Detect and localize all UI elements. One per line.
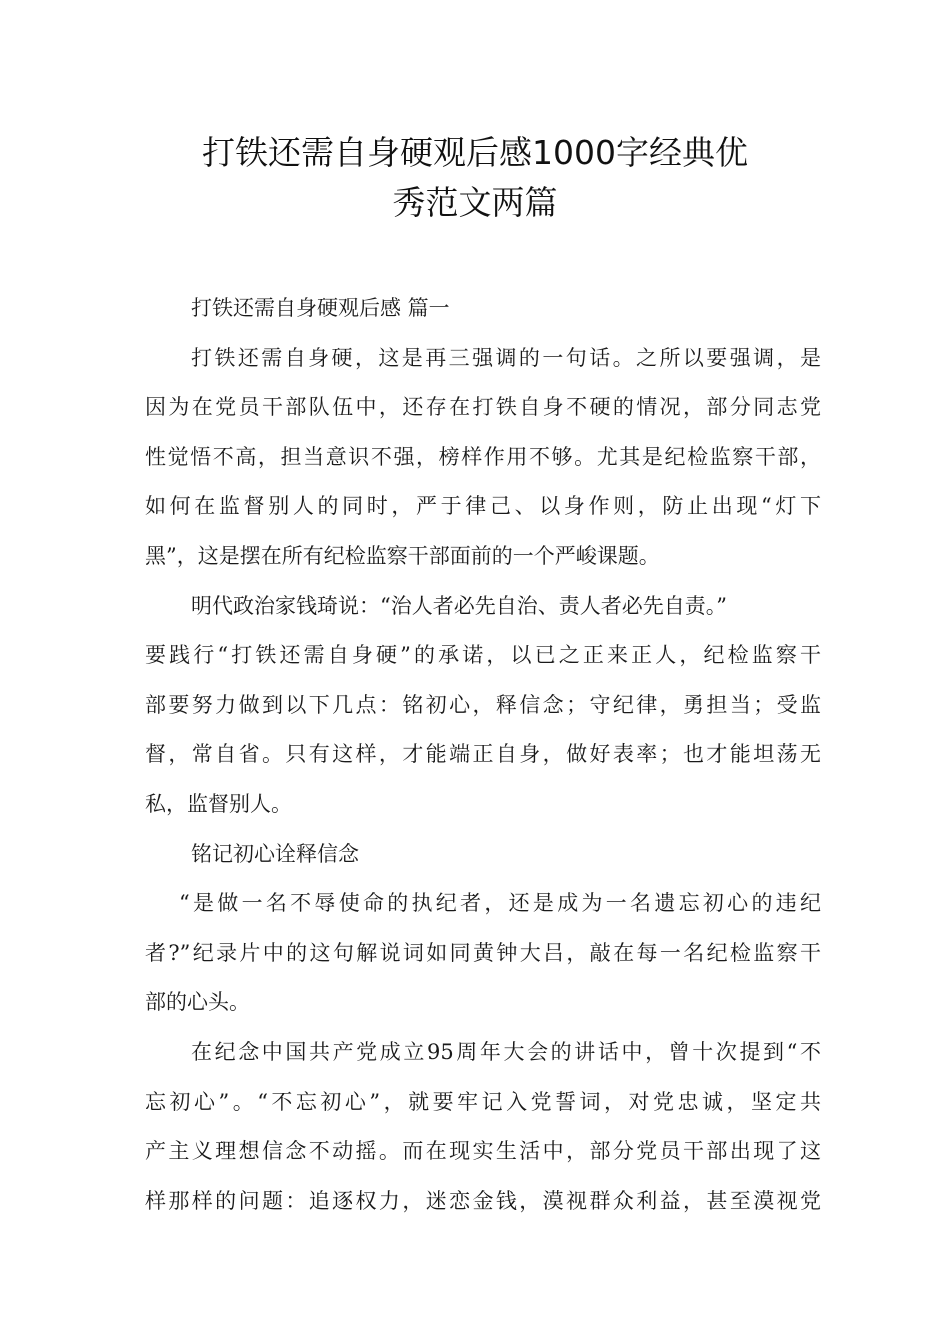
paragraph-line: 者?”纪录片中的这句解说词如同黄钟大吕，敲在每一名纪检监察干 bbox=[145, 940, 821, 965]
paragraph-line: 明代政治家钱琦说：“治人者必先自治、责人者必先自责。” bbox=[191, 593, 727, 618]
paragraph-line: 性觉悟不高，担当意识不强，榜样作用不够。尤其是纪检监察干部， bbox=[145, 444, 821, 469]
paragraph bbox=[145, 879, 821, 1028]
paragraph bbox=[145, 1028, 821, 1226]
paragraph-line: 黑”，这是摆在所有纪检监察干部面前的一个严峻课题。 bbox=[145, 543, 660, 568]
paragraph-line: 如何在监督别人的同时，严于律己、以身作则，防止出现“灯下 bbox=[145, 494, 821, 519]
paragraph-line: 督，常自省。只有这样，才能端正自身，做好表率；也才能坦荡无 bbox=[145, 742, 821, 767]
paragraph-line: 部的心头。 bbox=[145, 990, 250, 1015]
section-heading: 铭记初心诠释信念 bbox=[191, 841, 359, 866]
paragraph-line: 产主义理想信念不动摇。而在现实生活中，部分党员干部出现了这 bbox=[145, 1139, 821, 1164]
paragraph-line: 部要努力做到以下几点：铭初心，释信念；守纪律，勇担当；受监 bbox=[145, 692, 821, 717]
paragraph-line: 因为在党员干部队伍中，还存在打铁自身不硬的情况，部分同志党 bbox=[145, 395, 821, 420]
paragraph-line: 忘初心”。“不忘初心”，就要牢记入党誓词，对党忠诚，坚定共 bbox=[145, 1089, 821, 1114]
paragraph bbox=[145, 582, 821, 830]
paragraph-line: 在纪念中国共产党成立95周年大会的讲话中，曾十次提到“不 bbox=[191, 1039, 821, 1064]
section-heading: 打铁还需自身硬观后感 篇一 bbox=[191, 296, 450, 320]
paragraph-line: 打铁还需自身硬，这是再三强调的一句话。之所以要强调，是 bbox=[191, 345, 821, 370]
paragraph-line: 样那样的问题：追逐权力，迷恋金钱，漠视群众利益，甚至漠视党 bbox=[145, 1188, 821, 1213]
title-line: 秀范文两篇 bbox=[392, 182, 558, 222]
paragraph-line: 要践行“打铁还需自身硬”的承诺，以已之正来正人，纪检监察干 bbox=[145, 643, 821, 668]
title-line: 打铁还需自身硬观后感1000字经典优 bbox=[202, 133, 748, 172]
document-title bbox=[120, 128, 830, 227]
paragraph bbox=[145, 334, 821, 582]
paragraph-line: 私，监督别人。 bbox=[145, 791, 292, 816]
document-body bbox=[145, 284, 821, 1226]
paragraph-line: “是做一名不辱使命的执纪者，还是成为一名遗忘初心的违纪 bbox=[179, 891, 821, 916]
